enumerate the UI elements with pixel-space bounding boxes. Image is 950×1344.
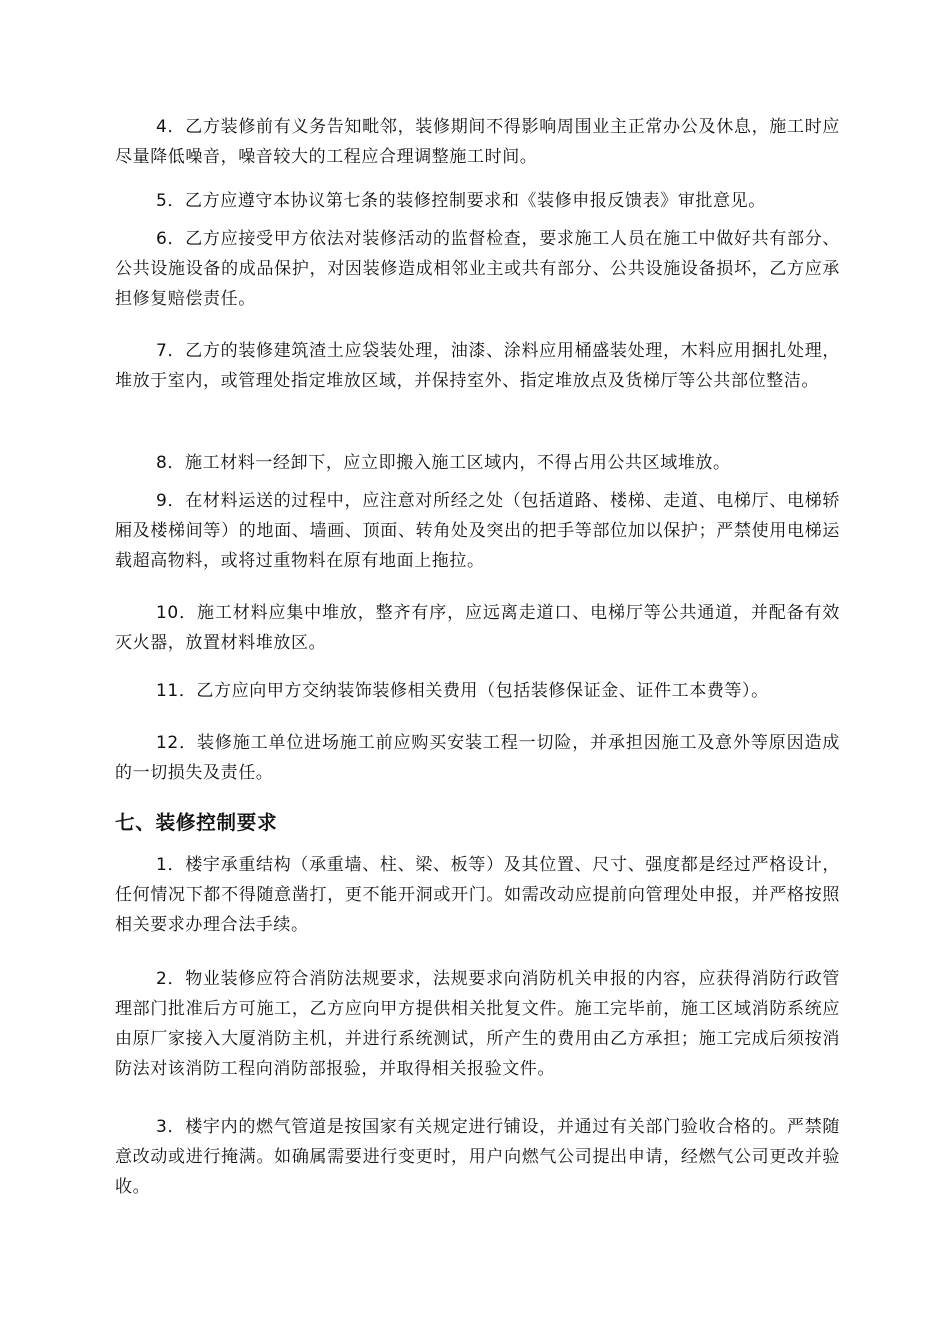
clause-4: 4．乙方装修前有义务告知毗邻，装修期间不得影响周围业主正常办公及休息，施工时应尽量降低噪音，噪音较大的工程应合理调整施工时间。 [115,117,840,167]
clause-6: 6．乙方应接受甲方依法对装修活动的监督检查，要求施工人员在施工中做好共有部分、公共设施设备的成品保护，对因装修造成相邻业主或共有部分、公共设施设备损坏，乙方应承担修复赔偿责任。 [115,229,840,309]
clause-10: 10．施工材料应集中堆放，整齐有序，应远离走道口、电梯厅等公共通道，并配备有效灭火器，放置材料堆放区。 [115,603,840,653]
section-heading: 七、装修控制要求 [115,811,278,834]
control-item-2: 2．物业装修应符合消防法规要求，法规要求向消防机关申报的内容，应获得消防行政管理部门批准后方可施工，乙方应向甲方提供相关批复文件。施工完毕前，施工区域消防系统应由原厂家接入大厦消防主机，并进行系统测试，所产生的费用由乙方承担；施工完成后须按消防法对该消防工程向消防部报验，并取得相关报验文件。 [115,969,840,1079]
clause-11: 11．乙方应向甲方交纳装饰装修相关费用（包括装修保证金、证件工本费等）。 [156,681,769,701]
clause-8: 8．施工材料一经卸下，应立即搬入施工区域内，不得占用公共区域堆放。 [156,453,731,473]
control-item-3: 3．楼宇内的燃气管道是按国家有关规定进行铺设，并通过有关部门验收合格的。严禁随意改动或进行掩满。如确属需要进行变更时，用户向燃气公司提出申请，经燃气公司更改并验收。 [115,1117,840,1197]
clause-12: 12．装修施工单位进场施工前应购买安装工程一切险，并承担因施工及意外等原因造成的一切损失及责任。 [115,733,840,783]
control-item-1: 1．楼宇承重结构（承重墙、柱、梁、板等）及其位置、尺寸、强度都是经过严格设计，任何情况下都不得随意凿打，更不能开洞或开门。如需改动应提前向管理处申报，并严格按照相关要求办理合法手续。 [115,855,840,935]
clause-9: 9．在材料运送的过程中，应注意对所经之处（包括道路、楼梯、走道、电梯厅、电梯轿厢及楼梯间等）的地面、墙画、顶面、转角处及突出的把手等部位加以保护；严禁使用电梯运载超高物料，或将过重物料在原有地面上拖拉。 [115,491,840,571]
clause-5: 5．乙方应遵守本协议第七条的装修控制要求和《装修申报反馈表》审批意见。 [156,191,766,211]
clause-7: 7．乙方的装修建筑渣土应袋装处理，油漆、涂料应用桶盛装处理，木料应用捆扎处理，堆放于室内，或管理处指定堆放区域，并保持室外、指定堆放点及货梯厅等公共部位整洁。 [115,341,840,391]
